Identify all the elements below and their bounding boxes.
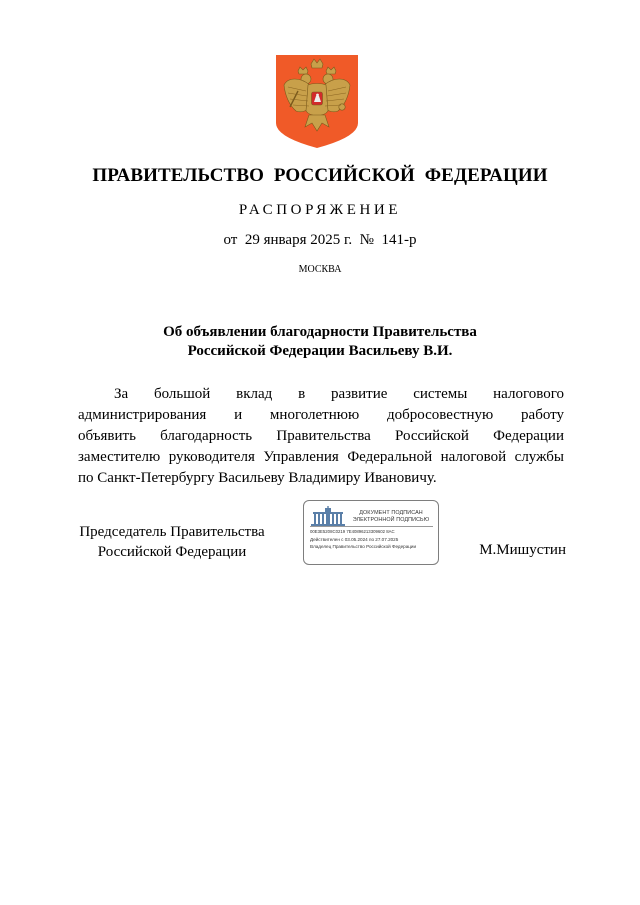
- government-title: ПРАВИТЕЛЬСТВО РОССИЙСКОЙ ФЕДЕРАЦИИ: [92, 165, 548, 186]
- signature-heading-line: ДОКУМЕНТ ПОДПИСАН: [359, 510, 423, 516]
- certificate-serial: 00E3E5208C0219 7E40896213309602 8AC: [310, 529, 395, 534]
- subject-line: Российской Федерации Васильеву В.И.: [187, 343, 453, 359]
- signature-heading-line: ЭЛЕКТРОННОЙ ПОДПИСЬЮ: [352, 517, 430, 523]
- body-line: заместителю руководителя Управления Федеральной налоговой службы: [78, 449, 564, 465]
- signer-title-line: Председатель Правительства: [79, 524, 265, 540]
- subject-line: Об объявлении благодарности Правительства: [163, 324, 477, 340]
- document-date-number: от 29 января 2025 г. № 141-р: [223, 232, 417, 248]
- body-line: администрирования и многолетнюю добросовестную работу: [78, 407, 564, 423]
- signer-title-line: Российской Федерации: [97, 544, 247, 560]
- body-line: по Санкт-Петербургу Васильеву Владимиру Ивановичу.: [78, 470, 437, 486]
- document-subject: [0, 323, 640, 361]
- signer-title: [70, 522, 274, 562]
- body-line: объявить благодарность Правительства Российской Федерации: [78, 428, 564, 444]
- document-city: МОСКВА: [298, 264, 342, 275]
- coat-of-arms-icon: [276, 55, 358, 148]
- document-body: [78, 384, 564, 489]
- certificate-owner: Владелец Правительство Российской Федерации: [310, 544, 417, 549]
- document-type: РАСПОРЯЖЕНИЕ: [238, 202, 402, 218]
- government-building-icon: [310, 506, 346, 526]
- body-line: За большой вклад в развитие системы налогового: [114, 386, 564, 402]
- electronic-signature-stamp: [303, 500, 439, 565]
- signature-divider: [310, 526, 433, 527]
- signature-heading: [344, 510, 438, 524]
- signer-name: М.Мишустин: [479, 542, 566, 558]
- certificate-validity: Действителен с 03.05.2024 по 27.07.2025: [310, 537, 399, 542]
